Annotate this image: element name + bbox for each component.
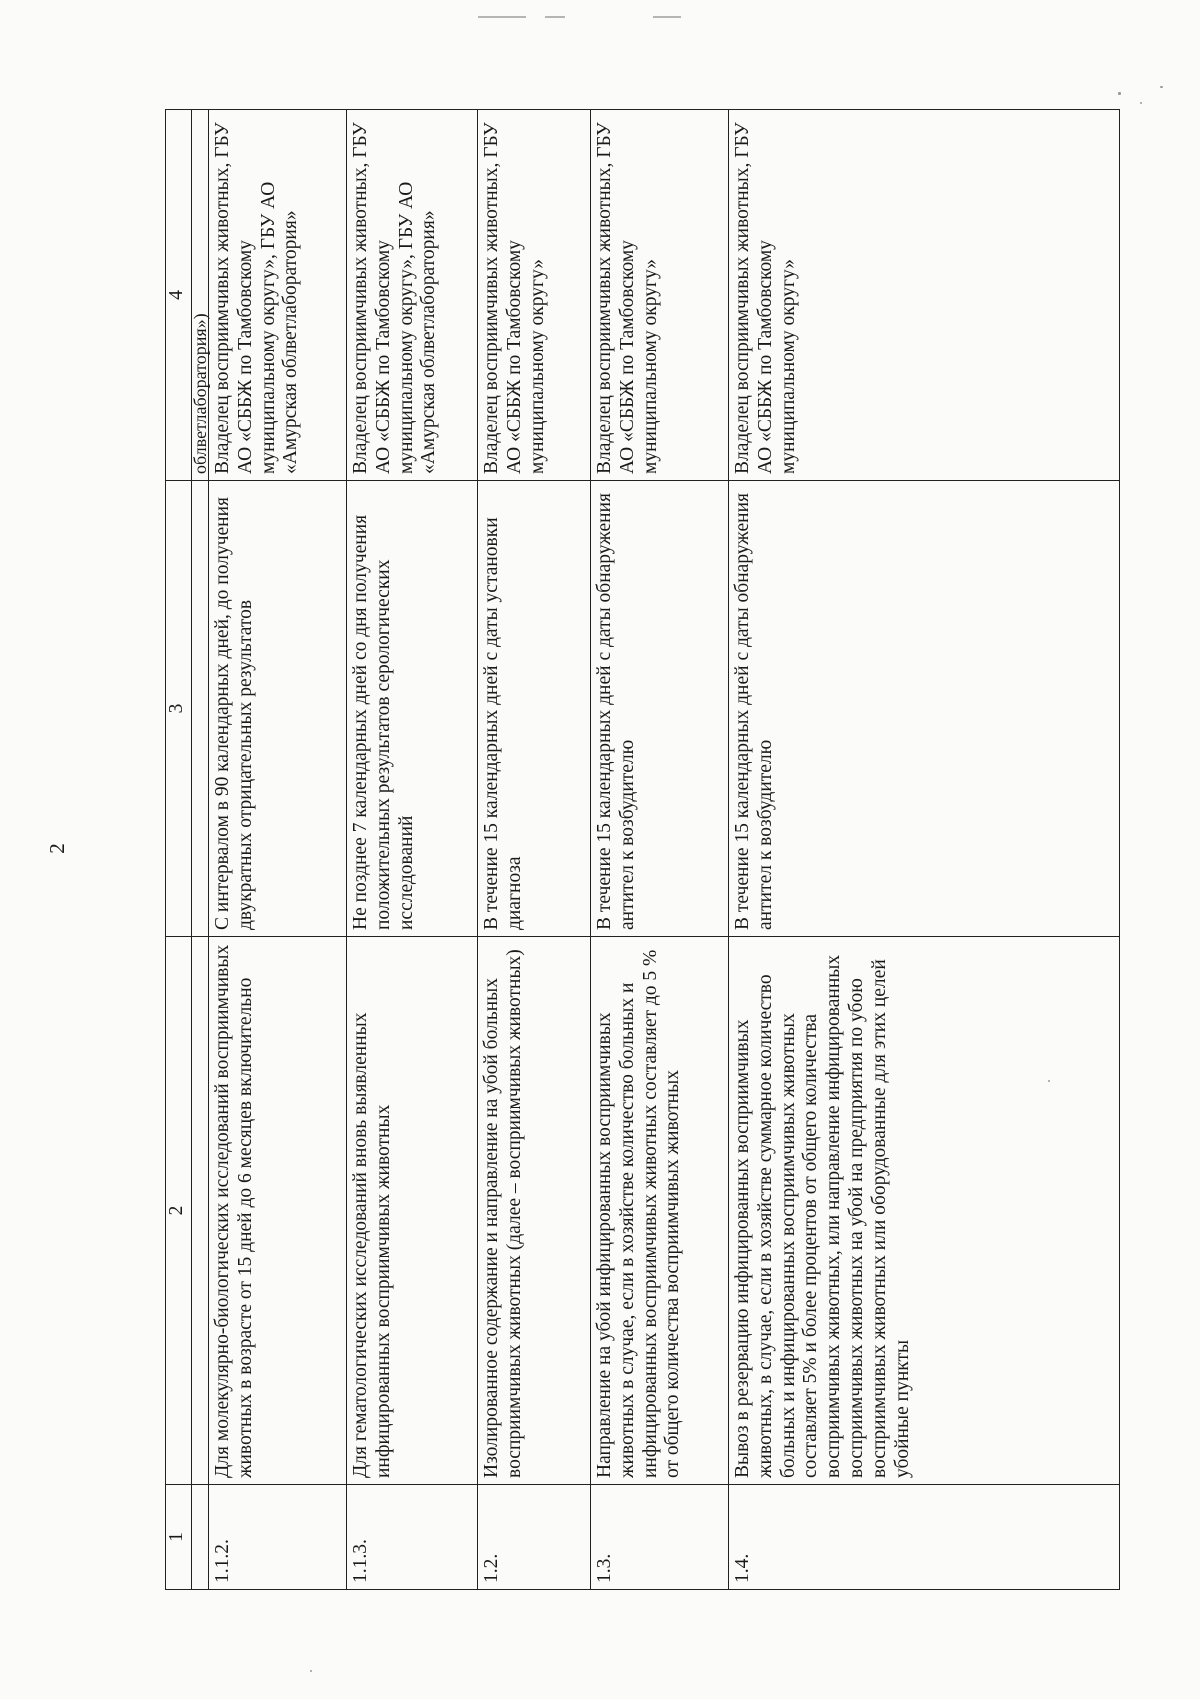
measure-cell: Для гематологических исследований вновь выявленных инфицированных восприимчивых животных: [347, 937, 478, 1485]
measure-cell: Для молекулярно-биологических исследований восприимчивых животных в возрасте от 15 дней до 6 месяцев включительно: [209, 937, 347, 1485]
table-row: [209, 110, 347, 1590]
scan-speck: [1160, 86, 1163, 88]
row-number-cell: 1.1.3.: [347, 1485, 478, 1590]
row-number-cell: 1.4.: [729, 1485, 1120, 1590]
scan-speck: [1140, 102, 1142, 104]
measure-cell: Изолированное содержание и направление на убой больных восприимчивых животных (далее – восприимчивых животных): [478, 937, 591, 1485]
measure-cell: Направление на убой инфицированных восприимчивых животных в случае, если в хозяйстве количество больных и инфицированных восприимчивых животных составляет до 5 % от общего количества восприимчивых животных: [591, 937, 729, 1485]
responsible-cell: Владелец восприимчивых животных, ГБУ АО «СББЖ по Тамбовскому муниципальному округу»: [729, 110, 1120, 481]
responsible-cell: Владелец восприимчивых животных, ГБУ АО «СББЖ по Тамбовскому муниципальному округу», ГБУ АО «Амурская облветлаборатория»: [347, 110, 478, 481]
row-number-cell: 1.3.: [591, 1485, 729, 1590]
scan-artifact: [545, 16, 565, 18]
table-row: [478, 110, 591, 1590]
row-number-cell: 1.1.2.: [209, 1485, 347, 1590]
row-number-cell: 1.2.: [478, 1485, 591, 1590]
table-row: [729, 110, 1120, 1590]
empty-cell: [192, 1485, 209, 1590]
header-cell-2: 2: [166, 937, 192, 1485]
scan-speck: [1118, 92, 1121, 95]
table-header-row: [166, 110, 192, 1590]
header-cell-1: 1: [166, 1485, 192, 1590]
scan-artifact: [478, 16, 526, 18]
scan-artifact: [653, 16, 681, 18]
measure-cell: Вывоз в резервацию инфицированных восприимчивых животных, в случае, если в хозяйстве суммарное количество больных и инфицированных восприимчивых животных составляет 5% и более процентов от общего количества восприимчивых животных, или направление инфицированных восприимчивых животных на убой на предприятия по убою восприимчивых животных или оборудованные для этих целей убойные пункты: [729, 937, 1120, 1485]
header-cell-4: 4: [166, 110, 192, 481]
responsible-cell: Владелец восприимчивых животных, ГБУ АО «СББЖ по Тамбовскому муниципальному округу», ГБУ АО «Амурская облветлаборатория»: [209, 110, 347, 481]
deadline-cell: Не позднее 7 календарных дней со дня получения положительных результатов серологических исследований: [347, 481, 478, 937]
page-number: 2: [44, 843, 69, 854]
deadline-cell: В течение 15 календарных дней с даты обнаружения антител к возбудителю: [729, 481, 1120, 937]
empty-cell: [192, 937, 209, 1485]
responsible-cell: Владелец восприимчивых животных, ГБУ АО «СББЖ по Тамбовскому муниципальному округу»: [591, 110, 729, 481]
table-row: [347, 110, 478, 1590]
scan-speck: [310, 1670, 312, 1672]
deadline-cell: С интервалом в 90 календарных дней, до получения двукратных отрицательных результатов: [209, 481, 347, 937]
rotated-table-container: [165, 110, 1120, 1590]
measures-table: [165, 109, 1120, 1590]
responsible-cell: Владелец восприимчивых животных, ГБУ АО «СББЖ по Тамбовскому муниципальному округу»: [478, 110, 591, 481]
continued-responsible-cell: облветлаборатория»): [192, 110, 209, 481]
deadline-cell: В течение 15 календарных дней с даты обнаружения антител к возбудителю: [591, 481, 729, 937]
table-row: [591, 110, 729, 1590]
deadline-cell: В течение 15 календарных дней с даты установки диагноза: [478, 481, 591, 937]
continuation-row: [192, 110, 209, 1590]
empty-cell: [192, 481, 209, 937]
header-cell-3: 3: [166, 481, 192, 937]
